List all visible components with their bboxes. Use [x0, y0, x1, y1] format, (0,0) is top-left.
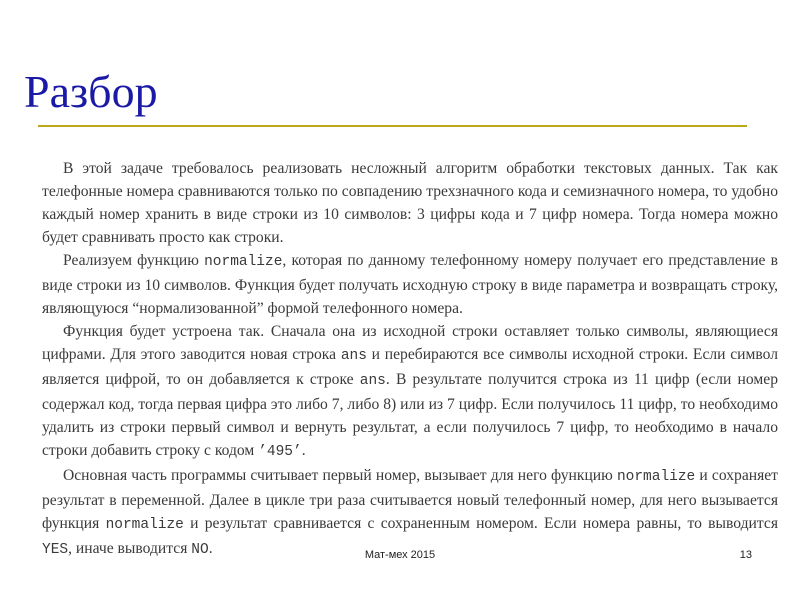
paragraph-main-text-2: и сохраняет результат в переменной. Далее в цикле три раза считывается новый телефонный номер, для него вызывается функция — [42, 467, 778, 532]
paragraph-normalize-text-1: Реализуем функцию — [63, 252, 205, 269]
paragraph-main-text-5: . — [208, 540, 213, 557]
paragraph-main-text-1: Основная часть программы считывает первый номер, вызывает для него функцию — [63, 467, 617, 484]
paragraph-function-text-2: и перебираются все символы исходной строки. Если символ является цифрой, то он добавляется к строке — [42, 346, 779, 388]
title-underline — [38, 125, 747, 127]
paragraph-main — [42, 464, 778, 562]
paragraph-intro — [42, 157, 778, 249]
slide-body — [42, 157, 778, 562]
code-normalize: normalize — [204, 254, 283, 270]
paragraph-function-text-1: Функция будет устроена так. Сначала она из исходной строки оставляет только символы, являющиеся цифрами. Для этого заводится новая строка — [42, 323, 778, 363]
code-ans: ans — [359, 373, 386, 389]
page-number: 13 — [739, 549, 752, 561]
code-495: ’495’ — [258, 444, 302, 460]
paragraph-main-text-4: , иначе выводится — [68, 540, 192, 557]
paragraph-normalize-text-2: , которая по данному телефонному номеру получает его представление в виде строки из 10 символов. Функция будет получать исходную строку в виде параметра и возвращать строку, являющуюся “нормализованной” формой телефонного номера. — [42, 252, 778, 317]
footer-label: Мат-мех 2015 — [364, 549, 436, 561]
paragraph-function-text-3: . В результате получится строка из 11 цифр (если номер содержал код, тогда первая цифра это либо 7, либо 8) или из 7 цифр. Если получилось 11 цифр, то необходимо удалить из строки первый символ и вернуть результат, а если получилось 7 цифр, то необходимо в начало строки добавить строку с кодом — [42, 371, 778, 459]
code-normalize: normalize — [616, 469, 696, 485]
paragraph-intro-text: В этой задаче требовалось реализовать несложный алгоритм обработки текстовых данных. Так как телефонные номера сравниваются только по совпадению трехзначного кода и семизначного номера, то удобно каждый номер хранить в виде строки из 10 символов: 3 цифры кода и 7 цифр номера. Тогда номера можно будет сравнивать просто как строки. — [42, 160, 778, 246]
slide-title: Разбор — [24, 66, 158, 117]
code-ans: ans — [340, 348, 367, 364]
code-yes: YES — [42, 542, 69, 558]
paragraph-function — [42, 320, 778, 464]
paragraph-normalize — [42, 249, 778, 320]
paragraph-main-text-3: и результат сравнивается с сохраненным номером. Если номера равны, то выводится — [183, 515, 778, 532]
code-normalize: normalize — [105, 517, 184, 533]
paragraph-function-text-4: . — [301, 442, 306, 459]
code-no: NO — [191, 542, 209, 558]
